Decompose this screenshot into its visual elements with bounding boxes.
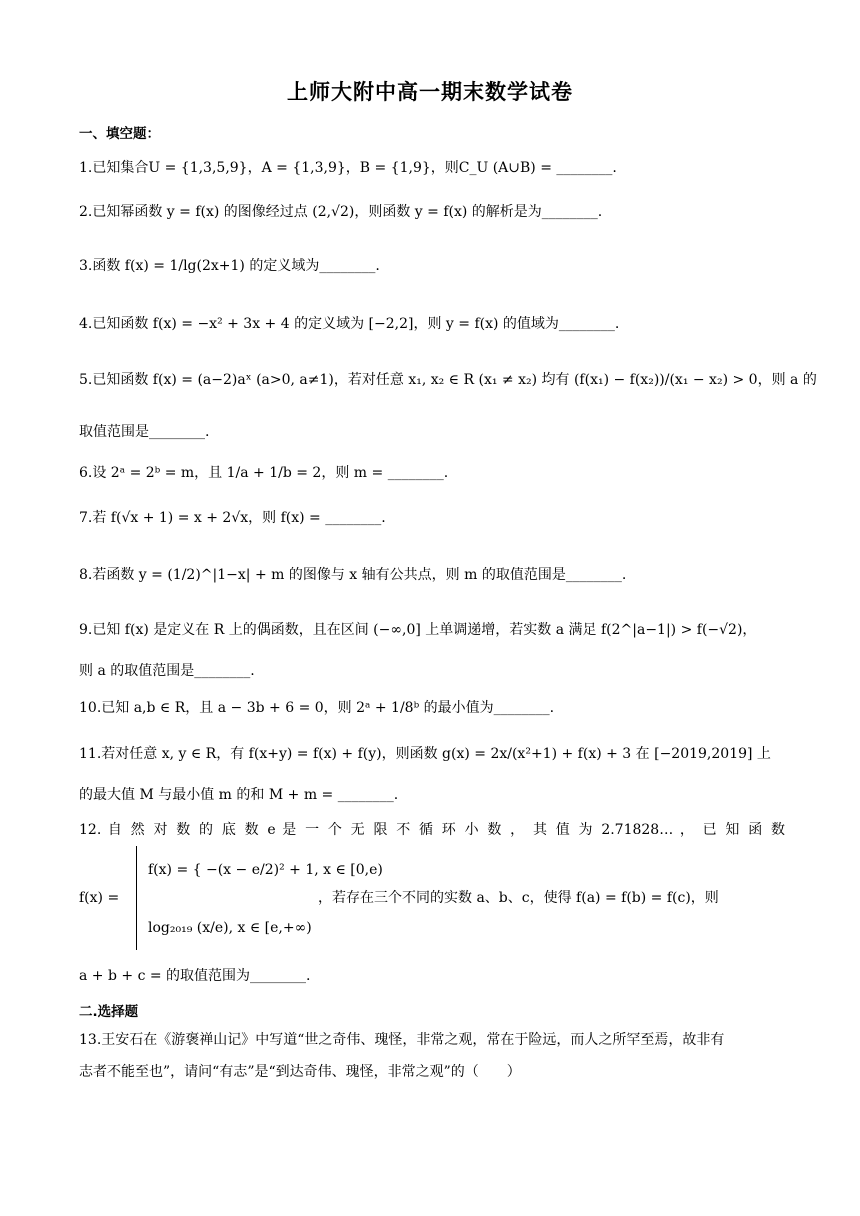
question-11-line-1: 11.若对任意 x, y ∈ R，有 f(x+y) = f(x) + f(y)，则函数 g(x) = 2x/(x²+1) + f(x) + 3 在 [−2019,2019] 上 (79, 746, 771, 762)
question-4: 4.已知函数 f(x) = −x² + 3x + 4 的定义域为 [−2,2]，则 y = f(x) 的值域为________. (79, 316, 620, 332)
piecewise-fx: f(x) = (79, 890, 120, 906)
question-12-line-1: 12. 自 然 对 数 的 底 数 e 是 一 个 无 限 不 循 环 小 数 ， 其 值 为 2.71828… ， 已 知 函 数 (79, 822, 785, 838)
question-1: 1.已知集合U = {1,3,5,9}，A = {1,3,9}，B = {1,9}，则C_U (A∪B) = ________. (79, 160, 617, 176)
section-multiple-choice: 二.选择题 (79, 1004, 139, 1020)
question-12-case-2: log₂₀₁₉ (x/e), x ∈ [e,+∞) (148, 920, 312, 936)
question-5-line-1: 5.已知函数 f(x) = (a−2)aˣ (a>0, a≠1)，若对任意 x₁, x₂ ∈ R (x₁ ≠ x₂) 均有 (f(x₁) − f(x₂))/(x₁ − x₂) > 0，则 a 的 (79, 372, 817, 388)
section-fill-blank: 一、填空题： (79, 126, 160, 142)
question-12-tail: ，若存在三个不同的实数 a、b、c，使得 f(a) = f(b) = f(c)，则 (318, 890, 719, 906)
question-12-line-3: a + b + c = 的取值范围为________. (79, 968, 311, 984)
piecewise-brace (136, 846, 143, 950)
question-13-line-2: 志者不能至也”，请问“有志”是“到达奇伟、瑰怪，非常之观”的（ ） (79, 1064, 521, 1080)
question-5-line-2: 取值范围是________. (79, 424, 210, 440)
question-7: 7.若 f(√x + 1) = x + 2√x，则 f(x) = ________. (79, 510, 386, 526)
question-9-line-1: 9.已知 f(x) 是定义在 R 上的偶函数，且在区间 (−∞,0] 上单调递增，若实数 a 满足 f(2^|a−1|) > f(−√2)， (79, 622, 757, 638)
question-10: 10.已知 a,b ∈ R，且 a − 3b + 6 = 0，则 2ᵃ + 1/8ᵇ 的最小值为________. (79, 700, 555, 716)
question-12-case-1: f(x) = { −(x − e/2)² + 1, x ∈ [0,e) (148, 862, 383, 878)
exam-title: 上师大附中高一期末数学试卷 (287, 80, 573, 104)
question-6: 6.设 2ᵃ = 2ᵇ = m，且 1/a + 1/b = 2，则 m = ________. (79, 465, 449, 481)
question-9-line-2: 则 a 的取值范围是________. (79, 663, 255, 679)
question-2: 2.已知幂函数 y = f(x) 的图像经过点 (2,√2)，则函数 y = f(x) 的解析是为________. (79, 204, 603, 220)
question-11-line-2: 的最大值 M 与最小值 m 的和 M + m = ________. (79, 787, 399, 803)
question-13-line-1: 13.王安石在《游褒禅山记》中写道“世之奇伟、瑰怪，非常之观，常在于险远，而人之所罕至焉，故非有 (79, 1032, 725, 1048)
question-3: 3.函数 f(x) = 1/lg(2x+1) 的定义域为________. (79, 258, 380, 274)
question-8: 8.若函数 y = (1/2)^|1−x| + m 的图像与 x 轴有公共点，则 m 的取值范围是________. (79, 567, 627, 583)
